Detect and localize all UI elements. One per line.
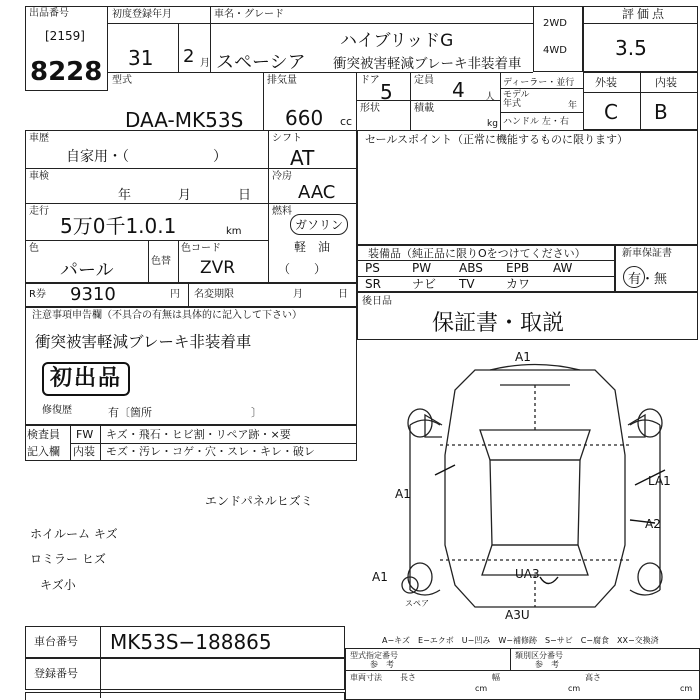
- term-label: 名変期限: [194, 289, 234, 300]
- chassis-label: 車台番号: [34, 635, 78, 648]
- history-value: 自家用・（ ）: [66, 149, 227, 165]
- divider: [210, 6, 211, 72]
- divider: [100, 425, 101, 461]
- capacity-value: 4: [452, 78, 465, 102]
- inspector-label1: 検査員: [27, 428, 60, 441]
- displacement-label: 排気量: [267, 75, 297, 86]
- declaration-line1: 衝突被害軽減ブレーキ非装着車: [35, 333, 252, 351]
- divider: [268, 130, 269, 283]
- lot-label: 出品番号: [29, 8, 69, 19]
- divider: [345, 670, 700, 671]
- notes-label: 後日品: [362, 296, 392, 307]
- recycle-unit: 円: [170, 289, 180, 300]
- recycle-label: R券: [29, 289, 46, 300]
- grade-label: 評価点: [622, 7, 668, 21]
- divider: [25, 240, 268, 241]
- equipment-item: PS: [365, 261, 380, 275]
- dims-width: 幅: [492, 673, 500, 682]
- int-check-label: 内装: [73, 445, 95, 458]
- int-label: 内装: [655, 76, 677, 89]
- dims-cm-3: cm: [680, 684, 693, 693]
- first-reg-label: 初度登録年月: [112, 9, 172, 20]
- notes-value: 保証書・取説: [432, 311, 565, 336]
- term-day: 日: [338, 289, 348, 300]
- divider: [640, 72, 641, 130]
- shape-label: 形状: [360, 103, 380, 114]
- equipment-item: EPB: [506, 261, 530, 275]
- drive-2wd: 2WD: [543, 18, 567, 29]
- load-unit: kg: [487, 119, 498, 129]
- divider: [188, 283, 189, 307]
- remark-2: ホイルーム キズ: [30, 527, 118, 541]
- handle-label: ハンドル 左・右: [503, 117, 569, 127]
- history-label: 車歴: [29, 133, 49, 144]
- fuel-blank: （ ）: [278, 262, 327, 276]
- divider: [108, 23, 533, 24]
- dims-length: 長さ: [400, 673, 416, 682]
- mileage-value: 5万0千1.0.1: [60, 214, 177, 238]
- inspection-label: 車検: [29, 171, 49, 182]
- int-value: B: [654, 100, 668, 124]
- model-no-ref: 参 考: [370, 660, 394, 669]
- shift-label: シフト: [272, 133, 302, 144]
- registration-label: 登録番号: [34, 667, 78, 680]
- warranty-value: 有・無: [628, 272, 668, 287]
- repair-label: 修復歴: [42, 405, 72, 416]
- doors-value: 5: [380, 80, 393, 104]
- diagram-mark: A3U: [505, 608, 530, 622]
- inspection-year: 年: [118, 188, 132, 203]
- lot-number: 8228: [30, 57, 103, 87]
- model-no-label: 型式指定番号: [350, 651, 398, 660]
- sales-point-box: [357, 130, 698, 245]
- divider: [356, 100, 500, 101]
- warranty-label: 新車保証書: [622, 248, 672, 259]
- divider: [178, 240, 179, 283]
- divider: [583, 92, 698, 93]
- car-grade: ハイブリッドG: [340, 31, 454, 51]
- ac-value: AAC: [298, 182, 336, 203]
- divider: [25, 203, 357, 204]
- divider: [108, 72, 533, 73]
- drive-box: [533, 6, 583, 72]
- dims-height: 高さ: [585, 673, 601, 682]
- color-change-label: 色替: [151, 256, 171, 267]
- diagram-mark: UA3: [515, 567, 540, 581]
- equipment-item: ABS: [459, 261, 483, 275]
- bottom-strip: [25, 692, 345, 700]
- divider: [500, 72, 501, 130]
- divider: [148, 240, 149, 283]
- car-name: スペーシア: [216, 52, 306, 73]
- color-label: 色: [29, 243, 39, 254]
- fw-label: FW: [76, 428, 94, 441]
- equipment-label: 装備品（純正品に限りOをつけてください）: [368, 247, 586, 260]
- diagram-mark: A1: [395, 487, 411, 501]
- first-reg-month: 2: [183, 46, 195, 67]
- fuel-diesel: 軽 油: [294, 240, 331, 254]
- chassis-value: MK53S−188865: [110, 630, 272, 654]
- inspector-label2: 記入欄: [27, 445, 60, 458]
- lot-bracket: [2159]: [45, 29, 85, 43]
- int-check-text: モズ・汚レ・コゲ・穴・スレ・キレ・破レ: [106, 445, 315, 458]
- model-year-unit: 年: [568, 101, 578, 111]
- warranty-circle: [623, 266, 645, 288]
- dims-label: 車両寸法: [350, 673, 382, 682]
- equipment-item: ナビ: [412, 277, 437, 291]
- divider: [357, 260, 615, 261]
- car-damage-diagram: [380, 345, 700, 635]
- divider: [70, 443, 357, 444]
- equipment-item: PW: [412, 261, 432, 275]
- dims-cm-1: cm: [475, 684, 488, 693]
- color-code: ZVR: [200, 258, 236, 278]
- mileage-label: 走行: [29, 206, 49, 217]
- first-reg-year: 31: [128, 46, 154, 70]
- model-year-label: モデル年式: [503, 90, 530, 109]
- remark-4: キズ小: [40, 578, 76, 592]
- dims-cm-2: cm: [568, 684, 581, 693]
- divider: [356, 72, 357, 130]
- inspection-day: 日: [238, 188, 252, 203]
- displacement-value: 660: [285, 106, 324, 130]
- recycle-value: 9310: [70, 284, 116, 305]
- shift-value: AT: [290, 146, 315, 170]
- car-grade-note: 衝突被害軽減ブレーキ非装着車: [333, 56, 522, 72]
- grade-score: 3.5: [615, 36, 647, 60]
- divider: [500, 88, 583, 89]
- model-label: 型式: [112, 75, 132, 86]
- dealer-label: ディーラー・並行: [503, 78, 575, 88]
- diagram-mark: A1: [515, 350, 531, 364]
- damage-legend: A−キズ E−エクボ U−凹み W−補修跡 S−サビ C−腐食 XX−交換済: [382, 636, 659, 645]
- equipment-item: カワ: [506, 277, 531, 291]
- ext-label: 外装: [595, 76, 617, 89]
- fuel-label: 燃料: [272, 206, 292, 217]
- displacement-unit: cc: [340, 115, 353, 128]
- diagram-mark: A2: [645, 517, 661, 531]
- term-month: 月: [293, 289, 303, 300]
- ac-label: 冷房: [272, 171, 292, 182]
- ext-value: C: [604, 100, 618, 124]
- divider: [25, 168, 357, 169]
- diagram-mark: スペア: [405, 599, 429, 608]
- model-value: DAA-MK53S: [125, 108, 244, 132]
- car-name-label: 車名・グレード: [214, 9, 284, 20]
- repair-value: 有〔箇所 〕: [108, 406, 262, 419]
- class-no-ref: 参 考: [535, 660, 559, 669]
- first-listing-stamp: 初出品: [42, 362, 130, 396]
- load-label: 積載: [414, 103, 434, 114]
- divider: [510, 648, 511, 670]
- mileage-unit: km: [226, 226, 242, 237]
- divider: [500, 112, 583, 113]
- inspection-month: 月: [178, 188, 192, 203]
- doors-label: ドア: [360, 75, 380, 86]
- color-code-label: 色コード: [181, 243, 221, 254]
- equipment-item: TV: [459, 277, 475, 291]
- capacity-unit: 人: [485, 92, 495, 103]
- capacity-label: 定員: [414, 75, 434, 86]
- declaration-label: 注意事項申告欄（不具合の有無は具体的に記入して下さい）: [32, 310, 302, 321]
- divider: [178, 24, 179, 72]
- diagram-mark: LA1: [648, 474, 671, 488]
- class-no-label: 類別区分番号: [515, 651, 563, 660]
- first-reg-month-unit: 月: [200, 58, 210, 69]
- drive-4wd: 4WD: [543, 45, 567, 56]
- equipment-item: SR: [365, 277, 381, 291]
- divider: [583, 23, 698, 24]
- equipment-item: AW: [553, 261, 573, 275]
- color-value: パール: [60, 260, 114, 281]
- diagram-mark: A1: [372, 570, 388, 584]
- remark-3: ロミラー ヒズ: [30, 552, 106, 566]
- divider: [263, 72, 264, 130]
- divider: [410, 72, 411, 130]
- divider: [357, 276, 615, 277]
- remark-1: エンドパネルヒズミ: [205, 494, 313, 508]
- sales-point-label: セールスポイント（正常に機能するものに限ります）: [365, 133, 629, 146]
- fuel-gas: ガソリン: [290, 214, 348, 235]
- fw-text: キズ・飛石・ヒビ割・リペア跡・×要: [106, 428, 291, 441]
